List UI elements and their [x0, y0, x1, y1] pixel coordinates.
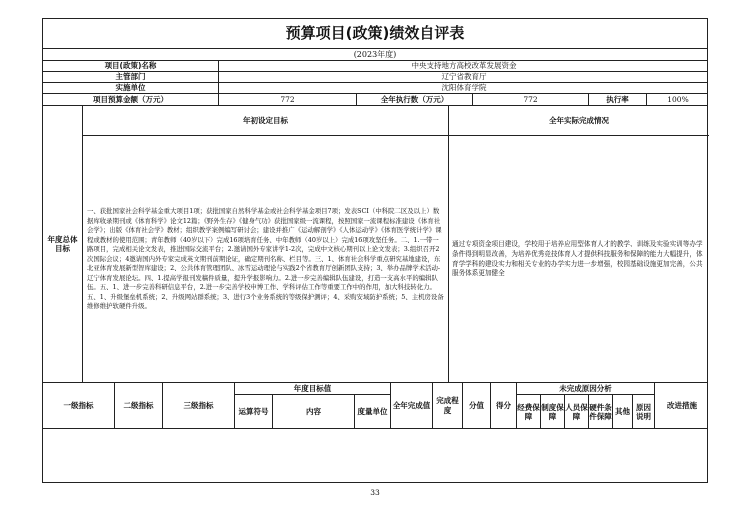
score-value-header: 分值 [463, 383, 491, 428]
department-row [43, 72, 707, 83]
reason-system-header: 制度保障 [541, 395, 565, 429]
page-number: 33 [370, 488, 380, 497]
goals-section [43, 106, 707, 383]
reason-other-header: 其他 [613, 395, 633, 429]
title-row [43, 19, 707, 49]
exec-label: 全年执行数（万元） [357, 94, 473, 105]
reason-explain-header: 原因说明 [633, 395, 655, 429]
department-value: 辽宁省教育厅 [441, 72, 487, 82]
unfinished-group-header: 未完成原因分析 [517, 383, 655, 395]
year-row [43, 49, 707, 61]
improvement-header: 改进措施 [667, 400, 697, 410]
degree-header: 完成程度 [433, 383, 463, 428]
score-header: 得分 [491, 383, 517, 428]
op-symbol-header: 运算符号 [235, 395, 273, 429]
form-year: (2023年度) [353, 49, 397, 59]
department-label: 主管部门 [43, 72, 219, 82]
reason-hardware-header: 硬件条件保障 [589, 395, 613, 429]
project-name-value: 中央支持地方高校改革发展资金 [411, 61, 517, 71]
reason-funding-header: 经费保障 [517, 395, 541, 429]
unit-label: 实施单位 [43, 83, 219, 93]
unit-value: 沈阳体育学院 [441, 83, 487, 93]
target-header: 年初设定目标 [83, 106, 449, 136]
self-evaluation-form [42, 18, 708, 483]
rate-label: 执行率 [589, 94, 647, 105]
unit-row [43, 83, 707, 94]
budget-row [43, 94, 707, 106]
actual-text: 通过专项资金项目建设，学校用于培养应用型体育人才的教学、训练及实验实训等办学条件得到明显改善，为培养优秀竞技体育人才提供科技服务和保障的能力大幅提升，体育学学科的建设实力和相关专业的办学实力进一步增强，校园基础设施更加完善，公共服务体系更加健全 [452, 240, 703, 278]
project-name-row [43, 61, 707, 72]
indicator-body [43, 429, 707, 484]
completion-header: 全年完成值 [391, 383, 433, 428]
level2-header: 二级指标 [115, 383, 163, 428]
target-text: 一、获批国家社会科学基金重大项目1项；获批国家自然科学基金或社会科学基金项目7项；发表SCI（中科院二区及以上）数据库收录期刊或《体育科学》论文12篇；《野外生存》《健身气功》获批国家级一流课程，按照国家一流课程标准建设《体育社会学》；出版《体育社会学》教材；组织教学案例编写研讨会；建设并推广《运动解剖学》《人体运动学》《体育医学统计学》课程或教材的使用范围；青年教师（40岁以下）完成16项培育任务、中年教师（40岁以上）完成16项攻坚任务。二、1.一带一路项目，完成相关论文发表，推进国际交流平台；2.邀请国外专家讲学1-2次，完成中文核心期刊以上论文发表；3.组织召开2次国际会议；4邀请国内外专家完成英文期刊前期论证，确定期刊名称、栏目等。三、1、体育社会科学重点研究基地建设，东北亚体育发展新型智库建设；2、公共体育管理团队、冰雪运动理论与实践2个省教育厅创新团队支持；3、举办品牌学术活动-辽宁体育发展论坛。四、1.提高学报刊发稿件质量，提升学报影响力。2.进一步完善编辑队伍建设，打造一支高水平的编辑队伍。五、1、进一步完善科研信息平台，2.进一步完善学校申博工作、学科评估工作等重要工作中的作用，加大科技转化力。五、1、升级堡垒机系统；2、升级网站群系统；3、进行3个业务系统的等级保护测评；4、采购安域防护系统；5、主机房设备维修维护软硬件升级。 [83, 136, 449, 383]
exec-value: 772 [473, 94, 589, 105]
unit-header: 度量单位 [355, 395, 391, 429]
rate-value: 100% [667, 94, 689, 104]
level1-header: 一级指标 [43, 383, 115, 428]
budget-label: 项目预算金额（万元） [43, 94, 219, 105]
form-title: 预算项目(政策)绩效自评表 [285, 24, 465, 43]
project-name-label: 项目(政策)名称 [43, 61, 219, 71]
reason-staff-header: 人员保障 [565, 395, 589, 429]
content-header: 内容 [273, 395, 355, 429]
goals-label: 年度总体目标 [43, 106, 83, 382]
level3-header: 三级指标 [163, 383, 235, 428]
actual-header: 全年实际完成情况 [449, 106, 709, 136]
indicator-header [43, 383, 707, 429]
target-group-header: 年度目标值 [235, 383, 391, 395]
budget-value: 772 [219, 94, 357, 105]
